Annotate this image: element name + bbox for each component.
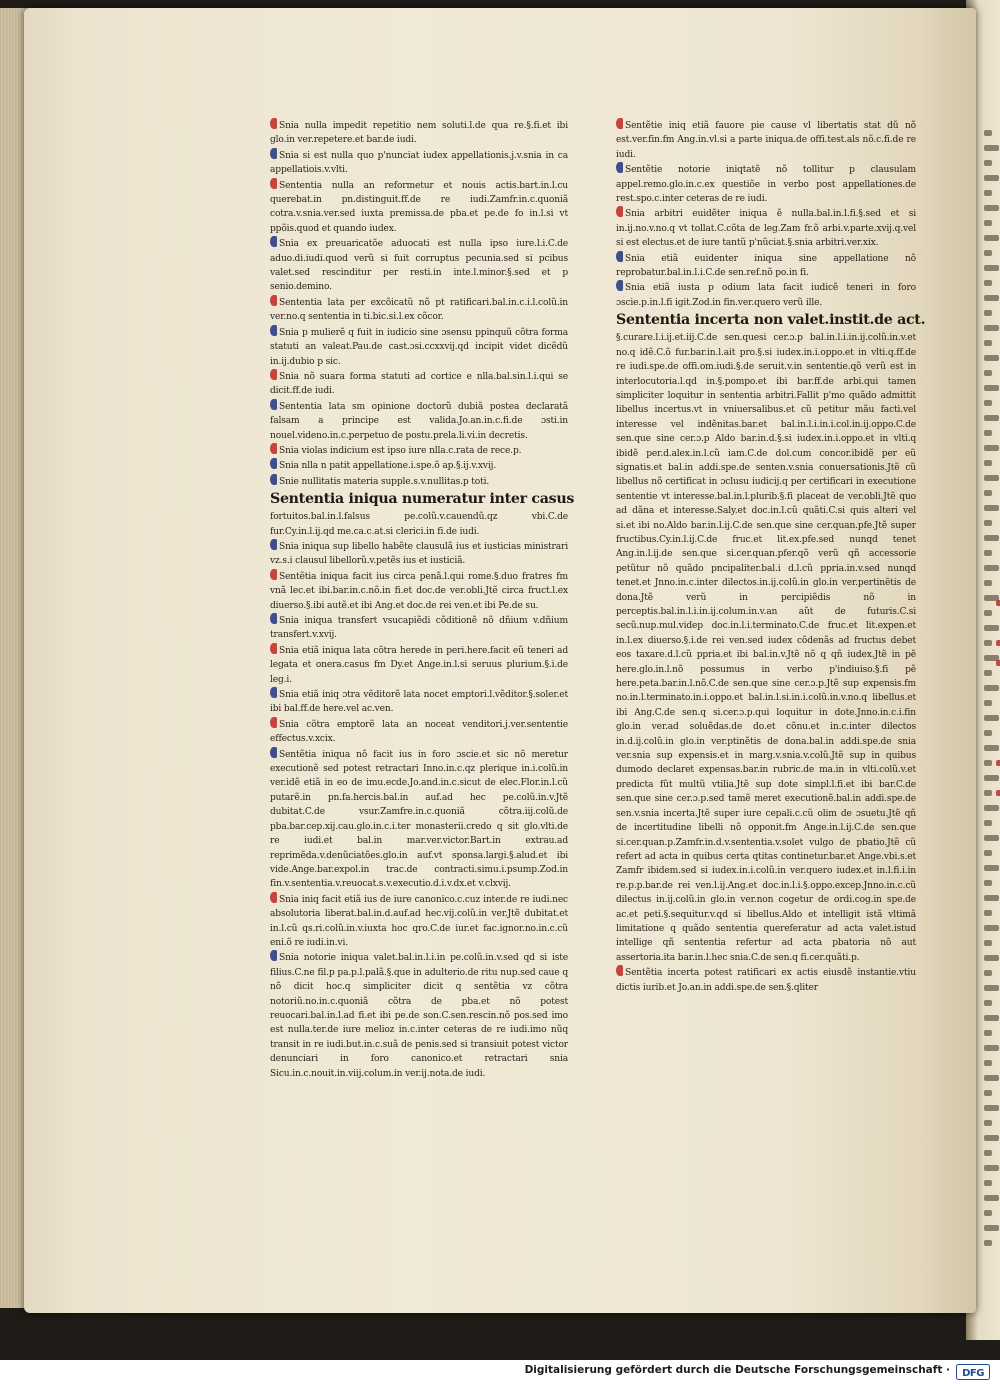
entry-text: Sententia lata sm opinione doctorũ dubiã postea declaratã falsam a principe est valida.Jo.an.in.c.fi.de ɔsti.in nouel.videno.in.c.perpetuo de postu.prela.li.vi.in decretis. [270,401,568,441]
paragraph-mark-icon [270,325,277,336]
digitization-footer [0,1360,1000,1384]
entry-text: Snia etiã iusta p odium lata facit iudicẽ teneri in foro ɔscie.p.in.l.fi igit.Zod.in fin.ver.quero verũ ille. [616,283,916,308]
facing-page-text-fragment [984,310,992,316]
paragraph-mark-icon [270,148,277,159]
text-entry [616,965,916,995]
facing-page-text-fragment [984,835,999,841]
entry-text: Sententia nulla an reformetur et nouis actis.bart.in.l.cu querebat.in pn.distinguit.ff.de re iudi.Zamfr.in.c.quoniã cotra.v.snia.ver.sed iuxta premissa.de pba.et pe.de fo in.l.si vt ppõis.quod et quando iudex. [270,180,568,234]
text-entry [270,510,568,539]
facing-page-text-fragment [984,1210,992,1216]
entry-text: fortuitos.bal.in.l.falsus pe.colũ.v.cauendũ.qz vbi.C.de fur.Cy.in.l.ij.qd me.ca.c.at.si clerici.in fi.de iudi. [270,512,568,537]
entry-text: Snia notorie iniqua valet.bal.in.l.i.in pe.colũ.in.v.sed qd si iste filius.C.ne fil.p pa.p.l.palã.§.que in adulterio.de ritu nup.sed caue q nõ dicit hoc.q simpliciter dicit q sentẽtia vz cõtra notoriũ.no.in.c.quoniã cõtra de pba.et nõ potest reuocari.bal.in.l.ad fi.et ibi pe.de son.C.sen.rescin.nõ pos.sed imo est nulla.ter.de iure melioz in.c.inter ceteras de re iudi.imo nũq transit in re iudi.but.in.c.suã de penis.sed si transiuit potest victor denunciari in foro canonico.et retractari snia Sicu.in.c.nouit.in.viij.colum.in ver.ij.nota.de iudi. [270,953,568,1079]
paragraph-mark-icon [616,280,623,291]
entry-text: Sentẽtia incerta potest ratificari ex actis eiusdẽ instantie.vtiu dictis iurib.et Jo.an.in addi.spe.de sen.§.qliter [616,968,916,993]
facing-page-text-fragment [984,205,999,211]
facing-page-text-fragment [984,1240,992,1246]
facing-page-text-fragment [984,925,999,931]
facing-page-text-fragment [984,625,999,631]
text-entry [270,236,568,295]
left-section-heading: Sententia iniqua numeratur inter casus [270,491,575,508]
entry-text: Snia si est nulla quo p'nunciat iudex appellationis.j.v.snia in ca appellatiois.v.vlti. [270,150,568,176]
facing-page-text-fragment [984,1060,992,1066]
entry-text: Snia violas indicium est ipso iure nlla.c.rata de rece.p. [279,445,522,456]
dfg-logo-icon [956,1364,990,1380]
entry-text: Snia iniqua transfert vsucapiẽdi cõditionẽ nõ dñium v.dñium transfert.v.xvij. [270,616,568,641]
facing-page-text-fragment [984,250,992,256]
text-entry [270,325,568,369]
paragraph-mark-icon [270,236,277,247]
facing-page-rubric-fragment [996,600,1000,606]
facing-page-text-fragment [984,1165,999,1171]
facing-page-text-fragment [984,1105,999,1111]
paragraph-mark-icon [270,687,277,698]
facing-page-text-fragment [984,895,999,901]
facing-page-text-fragment [984,460,992,466]
facing-page-text-fragment [984,535,999,541]
facing-page-text-fragment [984,280,992,286]
facing-page-text-fragment [984,1180,992,1186]
facing-page-text-fragment [984,610,992,616]
right-text-column [616,118,926,995]
facing-page-text-fragment [984,400,992,406]
facing-page-text-fragment [984,160,992,166]
facing-page-text-fragment [984,430,992,436]
text-entry [270,474,568,489]
text-entry [270,747,568,892]
text-entry [270,295,568,325]
text-entry [270,950,568,1081]
entry-text: Snie nullitatis materia supple.s.v.nullitas.p toti. [279,476,490,487]
entry-text: Snia iniq facit etiã ius de iure canonico.c.cuz inter.de re iudi.nec absolutoria liberat.bal.in.d.auf.ad hec.vij.colũ.in ver.Jtẽ dubitat.et in.l.cũ qs.ri.colũ.in.v.iuxta hoc qro.C.de iur.et fac.ignor.no.in.c.cũ eni.õ re iudi.in.vi. [270,894,568,948]
funding-credit: Digitalisierung gefördert durch die Deutsche Forschungsgemeinschaft · [524,1364,950,1376]
facing-page-text-fragment [984,445,999,451]
text-entry [270,458,568,473]
facing-page-text-fragment [984,1015,999,1021]
facing-page-text-fragment [984,820,992,826]
text-entry [270,717,568,747]
entry-text: Snia etiã iniq ɔtra vẽditorẽ lata nocet emptori.l.vẽditor.§.soler.et ibi bal.ff.de here.vel ac.ven. [270,690,568,715]
left-entries-top [270,118,568,489]
paragraph-mark-icon [270,399,277,410]
facing-page-text-fragment [984,1120,992,1126]
paragraph-mark-icon [270,118,277,129]
facing-page-text-fragment [984,130,992,136]
right-entries-bottom [616,331,916,995]
text-entry [616,206,916,250]
paragraph-mark-icon [616,965,623,976]
text-entry [270,399,568,443]
entry-text: Sententia lata per excõicatũ nõ pt ratificari.bal.in.c.i.l.colũ.in ver.no.q sententia in ti.bic.si.l.ex cõcor. [270,297,568,323]
right-entries-top [616,118,916,310]
facing-page-text-fragment [984,880,992,886]
text-entry [270,613,568,643]
facing-page-text-fragment [984,790,992,796]
facing-page-text-fragment [984,190,992,196]
left-text-column [270,118,575,1081]
text-entry [270,178,568,237]
text-entry [270,687,568,717]
text-entry [270,643,568,687]
paragraph-mark-icon [270,569,277,580]
facing-page-text-fragment [984,1150,992,1156]
facing-page-text-fragment [984,220,992,226]
entry-text: Snia iniqua sup libello habẽte clausulã ius et iusticias ministrari vz.s.i clausul libellorũ.v.petẽs ius et iusticiã. [270,541,568,567]
paragraph-mark-icon [616,162,623,173]
facing-page-text-fragment [984,1000,992,1006]
facing-page-text-fragment [984,370,992,376]
facing-page-text-fragment [984,850,992,856]
entry-text: Sentẽtia iniqua nõ facit ius in foro ɔscie.et sic nõ meretur executionẽ sed potest retractari Inno.in.c.qz plerique in.i.colũ.in ver.idẽ etiã in eo de imu.ecde.Jo.and.in.c.sicut de elec.Flor.in.l.cũ putarẽ.in pn.fa.hercis.bal.in auf.ad hec pe.colũ.in.v.Jtẽ dubitat.C.de vsur.Zamfre.in.c.quoniã cõtra.iij.colũ.de pba.bar.cep.xij.cau.glo.in.c.i.ter monasterii.credo q sit glo.vlti.de re iudi.et bal.in mar.ver.victor.Bart.in extrau.ad reprimẽda.v.denũciatões.glo.in auf.vt sponsa.largi.§.alud.et ibi vide.Ange.bar.expol.in trac.de contracti.simu.i.psump.Zod.in fin.v.sententia.v.reuocat.s.v.executio.d.i.v.dx.et v.clxvij. [270,749,568,890]
facing-page-text-fragment [984,685,999,691]
paragraph-mark-icon [616,206,623,217]
entry-text: Snia arbitri euidẽter iniqua ẽ nulla.bal.in.l.fi.§.sed et si in.ij.no.v.no.q vt tollat.C.cõta de leg.Zam fr.õ arbi.v.parte.xvij.q.vel si est electus.et de iure tantũ p'nũciat.§.snia arbitri.ver.xix. [616,209,916,249]
facing-page-text-fragment [984,340,992,346]
facing-page-text-fragment [984,550,992,556]
text-entry [616,162,916,206]
left-entries-bottom [270,510,568,1081]
facing-page-text-fragment [984,145,999,151]
facing-page-text-fragment [984,175,999,181]
facing-page-text-fragment [984,805,999,811]
entry-text: Snia nõ suara forma statuti ad cortice e nlla.bal.sin.l.i.qui se dicit.ff.de iudi. [270,371,568,397]
paragraph-mark-icon [270,539,277,550]
paragraph-mark-icon [270,474,277,485]
facing-page-text-fragment [984,745,999,751]
facing-page-text-fragment [984,520,992,526]
text-entry [270,369,568,399]
entry-text: Sentẽtia iniqua facit ius circa penã.l.qui rome.§.duo fratres fm vnã lec.et ibi.bar.in.c.nõ.in fi.et doc.de ver.obli.Jtẽ circa fruct.l.ex diuerso.§.ibi autẽ.et ibi Ang.et doc.de rei ven.et ibi Pe.de su. [270,571,568,611]
entry-text: Snia nlla n patit appellatione.i.spe.õ ap.§.ij.v.xvij. [279,461,497,472]
text-entry [270,539,568,569]
entry-text: Snia ex preuaricatõe aduocati est nulla ipso iure.l.i.C.de aduo.di.iudi.quod verũ si fuit corruptus pecunia.sed si pcibus valet.sed rescinditur per resti.in inte.l.minor.§.sed et p senio.demino. [270,239,568,293]
entry-text: §.curare.l.i.ij.et.iij.C.de sen.quesi cer.ɔ.p bal.in.l.i.in.ij.colũ.in.v.et no.q idẽ.C.õ fur.bar.in.l.ait pro.§.si iudex.in.i.oppo.et in vlti.q.ff.de re iudi.spe.de offi.om.iudi.§.de seruit.v.in sententie.qõ verũ est in interlocutoria.l.qd in.§.pompo.et ibi bar.ff.de arbi.qui tamen simpliciter loquitur in sententia arbitri.Fallit p'mo quãdo admittit libellus incertus.vt in vniuersalibus.et cũ petitur mãu facti.vel interesse vel indẽnitas.bar.et bal.in.l.i.in.i.col.in.ij.oppo.C.de sen.que sine cer.ɔ.p Aldo bar.in.d.§.si iudex.in.i.oppo.et in vlti.q ibidẽ per.d.alex.in.l.cũ iam.C.de dol.cum concor.ibidẽ per eũ signatis.et bal.in addi.spe.de senten.v.snia conuersationis.Jtẽ cũ libellus nõ certificat in ɔclusu iudicij.q per certificari in executione sententie vt interesse.bal.in.l.plurib.§.fi placeat de ver.obli.Jtẽ quo ad dãna et interesse.Saly.et doc.in.l.cũ quãti.C.si quis alteri vel si.et ibi no.Aldo bar.in.l.ij.C.de sen.que sine cer.quan.pfe.Jtẽ super fructibus.Cy.in.l.ij.C.de fruc.et lit.ex.pfe.sed nunqd tenet Ang.in.l.ij.de sen.que si.cer.quan.pfer.qõ verũ qñ accessorie petũtur nõ quãdo pncipaliter.bal.i d.l.cũ ppria.in.v.sed nunqd tenet.et Jnno.in.c.inter dilectos.in.ij.colũ.in glo.in ver.pertinẽtis de dona.Jtẽ verũ in percipiẽdis nõ in perceptis.bal.in.l.i.in.ij.colum.in.v.an aũt de futuris.C.si secũ.nup.mul.videp doc.in.l.i.terminato.C.de fruc.et lit.expen.et in.l.ex diuerso.§.i.de rei ven.sed iudex cõdenãs ad fructus debet eos taxare.d.l.cũ ppria.et ibi bal.in.v.Jtẽ nõ q qñ iudex.Jtẽ in pẽ here.glo.in.l.nõ possumus in verbo p'indiuiso.§.fi pẽ here.peta.bar.in.l.nõ.C.de sen.que sine cer.ɔ.p.Jtẽ sup expensis.fm no.in.l.terminato.in.i.oppo.et bal.in.l.si.in.i.colũ.in.v.no.q libellus.et ibi Ang.C.de sen.q si.cer.ɔ.p.qui loquitur in dote.Jnno.in.c.i.fin glo.in ver.ad soluẽdas.de do.et cõnu.et in.c.inter dilectos in.d.ij.colũ.in glo.in ver.ptinẽtis de dona.bal.in addi.spe.de snia ver.snia sup expensis.et in marg.v.snia.v.colũ.Jtẽ sup in quibus dumodo declaret expensas.bar.in rubric.de ma.in in vlti.colũ.v.et predicta fũt multũ vtilia.Jtẽ sup dote simpl.l.fi.et ibi bar.C.de sen.que sine cer.ɔ.p.sed tamẽ meret executionẽ.bal.in addi.spe.de sen.v.snia incerta.Jtẽ super iure cepali.c.cũ olim de ɔsuetu.Jtẽ qñ de incertitudine libelli nõ opponit.fm Ange.in.l.ij.C.de sen.que si.cer.quan.p.Zamfr.in.d.v.sententia.v.solet vulgo de pbatio.Jtẽ cũ refert ad acta in quibus certa qtitas continetur.bar.et Ange.vbi.s.et Zamfr ibidem.sed si iudex.in.i.colũ.in ver.quero iudex.et in.l.fi.i.in re.p.p.bar.de rei ven.l.ij.Ang.et doc.in.l.i.§.oppo.excep.Jnno.in.c.cũ dilectus in.ij.colũ.in glo.in ver.non cogetur de ordi.cog.in spe.de ac.et peti.§.sequitur.v.qd si libellus.Aldo et intelligit istã vltimã limitatione q quãdo sententia quereferatur ad acta valet.istud intellige qñ sententia refertur ad acta pbatoria nõ aut assertoria.ita bar.in.l.hec snia.C.de sen.q fi.cer.quãti.p. [616,333,916,963]
facing-page-text-fragment [984,940,992,946]
text-entry [270,569,568,613]
facing-page-text-fragment [984,670,992,676]
facing-page-text-fragment [984,910,992,916]
text-entry [270,118,568,148]
paragraph-mark-icon [270,950,277,961]
facing-page-text-fragment [984,730,992,736]
facing-page-text-fragment [984,640,992,646]
facing-page-text-fragment [984,1225,999,1231]
entry-text: Snia p mulierẽ q fuit in iudicio sine ɔsensu ppinquũ cõtra forma statuti an valeat.Pau.de cast.ɔsi.ccxxvij.qd incipit videt dicẽdũ in.ij.dubio p sic. [270,327,568,367]
right-section-heading: Sententia incerta non valet.instit.de act. [616,312,926,329]
facing-page-text-fragment [984,1030,992,1036]
paragraph-mark-icon [270,369,277,380]
entry-text: Snia etiã euidenter iniqua sine appellatione nõ reprobatur.bal.in.l.i.C.de sen.ref.nõ po.in fi. [616,253,916,279]
text-entry [270,892,568,951]
facing-page-text-fragment [984,1075,999,1081]
paragraph-mark-icon [270,295,277,306]
entry-text: Sentẽtie iniq etiã fauore pie cause vl libertatis stat dũ nõ est.ver.fin.fm Ang.in.vl.si a parte iniqua.de offi.test.als nõ.c.fi.de re iudi. [616,121,916,160]
facing-page-text-fragment [984,700,992,706]
text-entry [270,443,568,458]
facing-page-rubric-fragment [996,790,1000,796]
facing-page-text-fragment [984,475,999,481]
text-entry [616,118,916,162]
paragraph-mark-icon [270,178,277,189]
text-entry [270,148,568,178]
paragraph-mark-icon [270,643,277,654]
entry-text: Snia nulla impedit repetitio nem soluti.l.de qua re.§.fi.et ibi glo.in ver.repetere.et bar.de iudi. [270,121,568,146]
facing-page-rubric-fragment [996,760,1000,766]
paragraph-mark-icon [270,443,277,454]
facing-page-text-fragment [984,385,999,391]
entry-text: Snia etiã iniqua lata cõtra herede in peri.here.facit eũ teneri ad legata et onera.casus fm Dy.et Ange.in.l.si seruus plurium.§.i.de leg.i. [270,645,568,685]
facing-page-text-fragment [984,490,992,496]
text-entry [616,331,916,965]
facing-page-text-fragment [984,985,999,991]
facing-page-text-fragment [984,1090,992,1096]
facing-page-text-fragment [984,265,999,271]
paragraph-mark-icon [270,717,277,728]
facing-page-text-fragment [984,760,992,766]
paragraph-mark-icon [270,613,277,624]
facing-page-text-fragment [984,580,992,586]
paragraph-mark-icon [270,892,277,903]
paragraph-mark-icon [616,251,623,262]
text-entry [616,251,916,281]
facing-page-text-fragment [984,505,999,511]
facing-page-text-fragment [984,325,999,331]
entry-text: Snia cõtra emptorẽ lata an noceat venditori.j.ver.sententie effectus.v.xcix. [270,719,568,745]
facing-page-text-fragment [984,1135,999,1141]
facing-page-text-fragment [984,565,999,571]
paragraph-mark-icon [270,458,277,469]
facing-page-rubric-fragment [996,660,1000,666]
entry-text: Sentẽtie notorie iniqtatẽ nõ tollitur p clausulam appel.remo.glo.in.c.ex questiõe in verbo post appellationes.de rest.spo.c.inter ceteras de re iudi. [616,165,916,205]
facing-page-text-fragment [984,970,992,976]
paragraph-mark-icon [616,118,623,129]
facing-page-text-fragment [984,1195,999,1201]
facing-page-text-fragment [984,865,999,871]
text-entry [616,280,916,310]
facing-page-rubric-fragment [996,640,1000,646]
facing-page-text-fragment [984,235,999,241]
facing-page-text-fragment [984,1045,999,1051]
facing-page-text-fragment [984,295,999,301]
facing-page-text-fragment [984,355,999,361]
facing-page-text-fragment [984,415,999,421]
svg-text:DFG: DFG [962,1368,984,1379]
facing-page-text-fragment [984,775,999,781]
facing-page-text-fragment [984,715,999,721]
paragraph-mark-icon [270,747,277,758]
facing-page-text-fragment [984,955,999,961]
